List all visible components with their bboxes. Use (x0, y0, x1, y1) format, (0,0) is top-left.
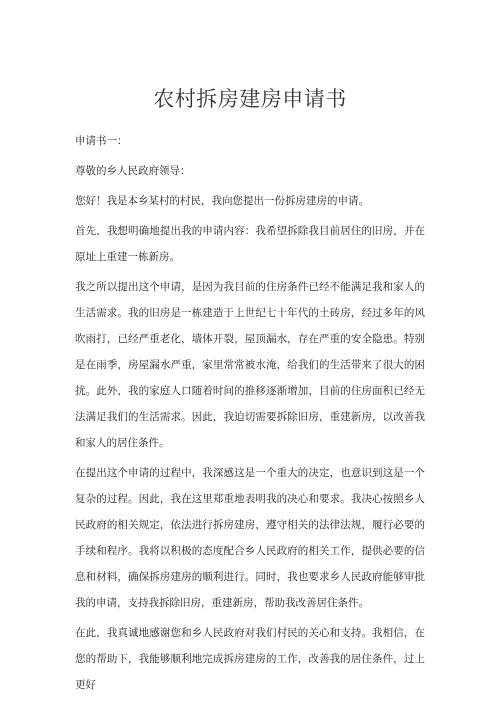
paragraph-salutation-heading: 申请书一： (75, 135, 128, 147)
document-title: 农村拆房建房申请书 (153, 87, 347, 111)
paragraph-thanks: 在此，我真诚地感谢您和乡人民政府对我们村民的关心和支持。我相信，在您的帮助下，我能够顺利地完成拆房建房的工作，改善我的居住条件，过上更好 (75, 627, 425, 691)
paragraph-commitment: 在提出这个申请的过程中，我深感这是一个重大的决定，也意识到这是一个复杂的过程。因此，我在这里郑重地表明我的决心和要求。我决心按照乡人民政府的相关规定，依法进行拆房建房，遵守相关的法律法规，履行必要的手续和程序。我将以积极的态度配合乡人民政府的相关工作，提供必要的信息和材料，确保拆房建房的顺利进行。同时，我也要求乡人民政府能够审批我的申请，支持我拆除旧房，重建新房，帮助我改善居住条件。 (75, 467, 425, 609)
document-body (75, 128, 425, 702)
paragraph-reason: 我之所以提出这个申请，是因为我目前的住房条件已经不能满足我和家人的生活需求。我的旧房是一栋建造于上世纪七十年代的土砖房，经过多年的风吹雨打，已经严重老化，墙体开裂，屋顶漏水，存在严重的安全隐患。特别是在雨季，房屋漏水严重，家里常常被水淹，给我们的生活带来了很大的困扰。此外，我的家庭人口随着时间的推移逐渐增加，目前的住房面积已经无法满足我们的生活需求。因此，我迫切需要拆除旧房，重建新房，以改善我和家人的居住条件。 (75, 281, 425, 449)
paragraph-addressee: 尊敬的乡人民政府领导： (75, 165, 191, 177)
paragraph-greeting: 您好！我是本乡某村的村民，我向您提出一份拆房建房的申请。 (75, 195, 369, 207)
paragraph-request: 首先，我想明确地提出我的申请内容：我希望拆除我目前居住的旧房，并在原址上重建一栋新房。 (75, 225, 425, 263)
